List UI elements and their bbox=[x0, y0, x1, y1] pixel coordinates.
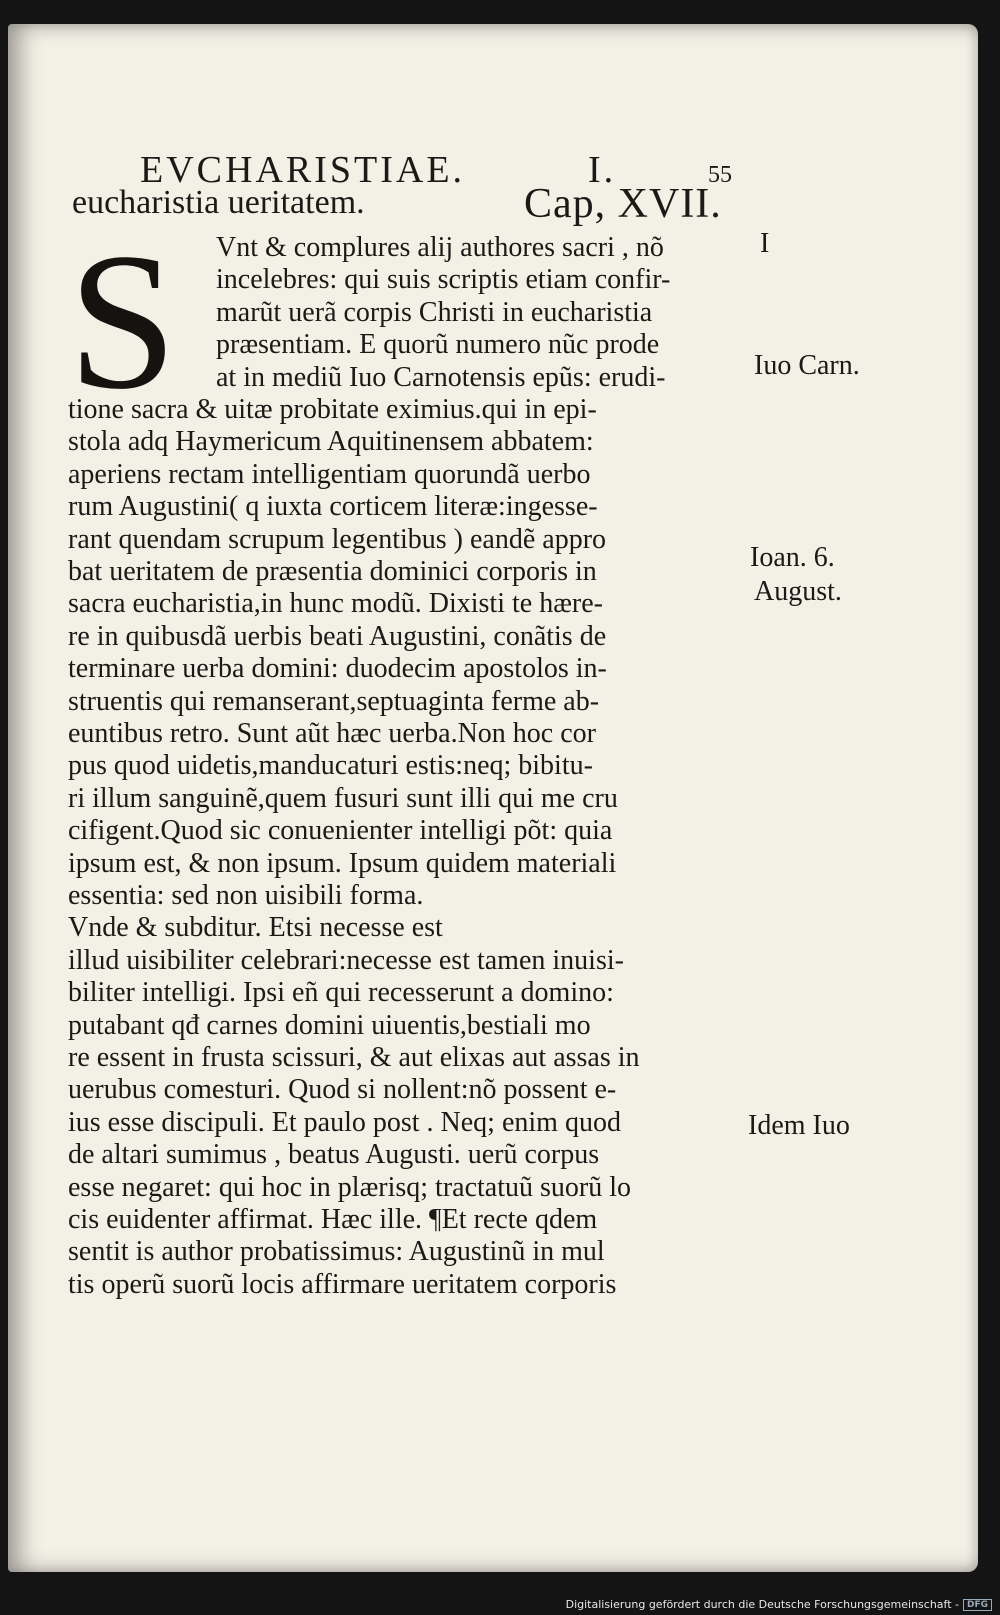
text-line: rant quendam scrupum legentibus ) eandẽ appro bbox=[68, 523, 607, 555]
heading-continuation: eucharistia ueritatem. bbox=[72, 184, 365, 221]
digitization-credit bbox=[566, 1598, 992, 1611]
text-line: biliter intelligi. Ipsi eñ qui recesserunt a domino: bbox=[68, 977, 614, 1009]
marginal-note: I bbox=[760, 228, 770, 259]
drop-capital: S bbox=[68, 213, 178, 430]
text-line: cifigent.Quod sic conuenienter intelligi põt: quia bbox=[68, 815, 613, 847]
text-line: ius esse discipuli. Et paulo post . Neq; enim quod bbox=[68, 1106, 621, 1138]
text-line: euntibus retro. Sunt aũt hæc uerba.Non hoc cor bbox=[68, 718, 596, 749]
dfg-logo: DFG bbox=[963, 1599, 992, 1611]
text-line: aperiens rectam intelligentiam quorundã uerbo bbox=[68, 458, 591, 490]
section-number: I. bbox=[588, 149, 617, 191]
text-line: sentit is author probatissimus: Augustinũ in mul bbox=[68, 1236, 605, 1268]
marginal-note: August. bbox=[754, 576, 842, 607]
text-line: uerubus comesturi. Quod si nollent:nõ possent e- bbox=[68, 1074, 617, 1106]
text-line: terminare uerba domini: duodecim apostolos in- bbox=[68, 653, 607, 685]
text-line: Vnt & complures alij authores sacri , nõ bbox=[216, 232, 664, 263]
credit-text: Digitalisierung gefördert durch die Deutsche Forschungsgemeinschaft - bbox=[565, 1598, 959, 1611]
text-line: præsentiam. E quorũ numero nũc prode bbox=[216, 329, 660, 361]
book-page bbox=[8, 24, 978, 1572]
text-line: struentis qui remanserant,septuaginta ferme ab- bbox=[68, 685, 600, 717]
text-line: rum Augustini( q iuxta corticem literæ:ingesse- bbox=[68, 491, 598, 523]
text-line: ri illum sanguinẽ,quem fusuri sunt illi qui me cru bbox=[68, 782, 618, 814]
text-line: incelebres: qui suis scriptis etiam confir- bbox=[216, 264, 671, 296]
running-title: EVCHARISTIAE. bbox=[140, 149, 466, 191]
text-line: essentia: sed non uisibili forma. bbox=[68, 880, 424, 911]
text-line: re essent in frusta scissuri, & aut elixas aut assas in bbox=[68, 1042, 640, 1073]
text-line: sacra eucharistia,in hunc modũ. Dixisti te hære- bbox=[68, 588, 603, 620]
marginal-note: Idem Iuo bbox=[748, 1110, 850, 1141]
marginal-note: Iuo Carn. bbox=[754, 350, 860, 381]
text-line: de altari sumimus , beatus Augusti. uerũ corpus bbox=[68, 1139, 600, 1171]
text-line: ipsum est, & non ipsum. Ipsum quidem materiali bbox=[68, 847, 617, 879]
text-line: tione sacra & uitæ probitate eximius.qui in epi- bbox=[68, 394, 597, 425]
text-line: putabant qđ carnes domini uiuentis,bestiali mo bbox=[68, 1009, 591, 1041]
text-line: tis operũ suorũ locis affirmare ueritatem corporis bbox=[68, 1268, 617, 1300]
marginal-note: Ioan. 6. bbox=[750, 542, 835, 573]
folio-number: 55 bbox=[708, 162, 732, 188]
text-line: bat ueritatem de præsentia dominici corporis in bbox=[68, 556, 597, 587]
text-line: esse negaret: qui hoc in plærisq; tractatuũ suorũ lo bbox=[68, 1171, 631, 1203]
text-line: re in quibusdã uerbis beati Augustini, conãtis de bbox=[68, 620, 607, 652]
chapter-label: Cap, XVII. bbox=[524, 181, 722, 227]
text-line: illud uisibiliter celebrari:necesse est tamen inuisi- bbox=[68, 944, 624, 976]
text-line: marũt uerã corpis Christi in eucharistia bbox=[216, 296, 653, 328]
text-line: at in mediũ Iuo Carnotensis epũs: erudi- bbox=[216, 361, 666, 393]
text-line: cis euidenter affirmat. Hæc ille. ¶Et recte qdem bbox=[68, 1204, 598, 1235]
text-line: Vnde & subditur. Etsi necesse est bbox=[68, 912, 443, 944]
text-line: stola adq Haymericum Aquitinensem abbatem: bbox=[68, 426, 594, 458]
text-line: pus quod uidetis,manducaturi estis:neq; bibitu- bbox=[68, 750, 593, 782]
